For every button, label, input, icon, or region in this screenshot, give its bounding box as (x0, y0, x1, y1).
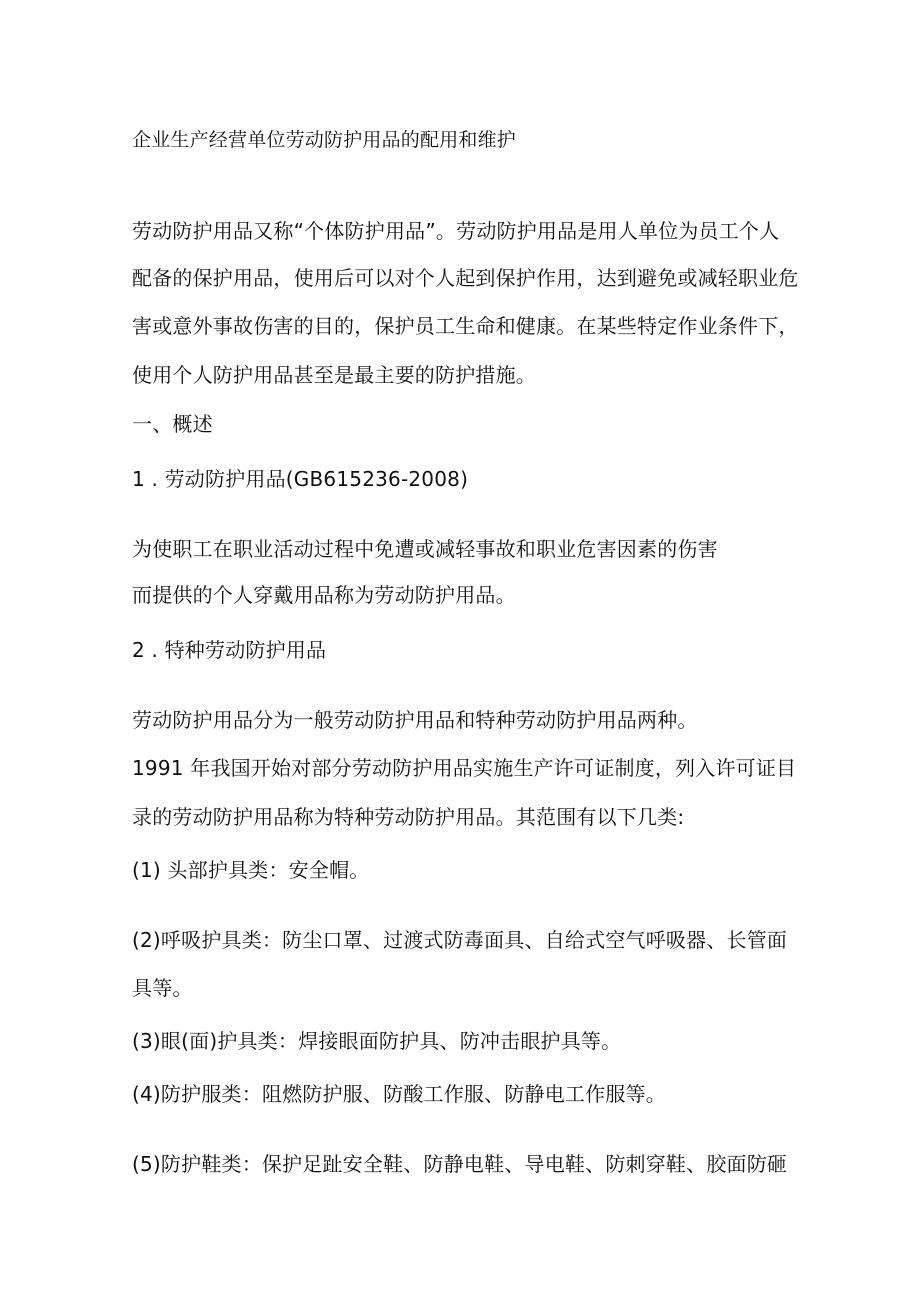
category-protective-shoes: (5)防护鞋类：保护足趾安全鞋、防静电鞋、导电鞋、防刺穿鞋、胶面防砸 (132, 1152, 788, 1176)
item1-body-line-2: 而提供的个人穿戴用品称为劳动防护用品。 (132, 583, 516, 607)
section-heading: 一、概述 (132, 412, 213, 436)
item2-body-line-1: 劳动防护用品分为一般劳动防护用品和特种劳动防护用品两种。 (132, 708, 698, 732)
intro-line-3: 害或意外事故伤害的目的，保护员工生命和健康。在某些特定作业条件下， (132, 314, 799, 338)
category-eye-face: (3)眼(面)护具类：焊接眼面防护具、防冲击眼护具等。 (132, 1029, 622, 1053)
item2-body-line-2: 1991 年我国开始对部分劳动防护用品实施生产许可证制度，列入许可证目 (132, 756, 797, 780)
intro-line-4: 使用个人防护用品甚至是最主要的防护措施。 (132, 363, 536, 387)
intro-line-1: 劳动防护用品又称“个体防护用品”。劳动防护用品是用人单位为员工个人 (132, 219, 780, 243)
item2-body-line-3: 录的劳动防护用品称为特种劳动防护用品。其范围有以下几类: (132, 805, 685, 829)
category-head-protection: (1) 头部护具类：安全帽。 (132, 858, 370, 882)
intro-line-2: 配备的保护用品，使用后可以对个人起到保护作用，达到避免或减轻职业危 (132, 266, 799, 290)
document-title: 企业生产经营单位劳动防护用品的配用和维护 (132, 129, 517, 151)
item1-heading: 1 . 劳动防护用品(GB615236-2008) (132, 467, 469, 491)
category-respiratory-line-2: 具等。 (132, 976, 193, 1000)
item2-heading: 2 . 特种劳动防护用品 (132, 638, 327, 662)
category-respiratory-line-1: (2)呼吸护具类：防尘口罩、过渡式防毒面具、自给式空气呼吸器、长管面 (132, 928, 788, 952)
category-protective-clothing: (4)防护服类：阻燃防护服、防酸工作服、防静电工作服等。 (132, 1082, 666, 1106)
item1-body-line-1: 为使职工在职业活动过程中免遭或减轻事故和职业危害因素的伤害 (132, 537, 718, 561)
